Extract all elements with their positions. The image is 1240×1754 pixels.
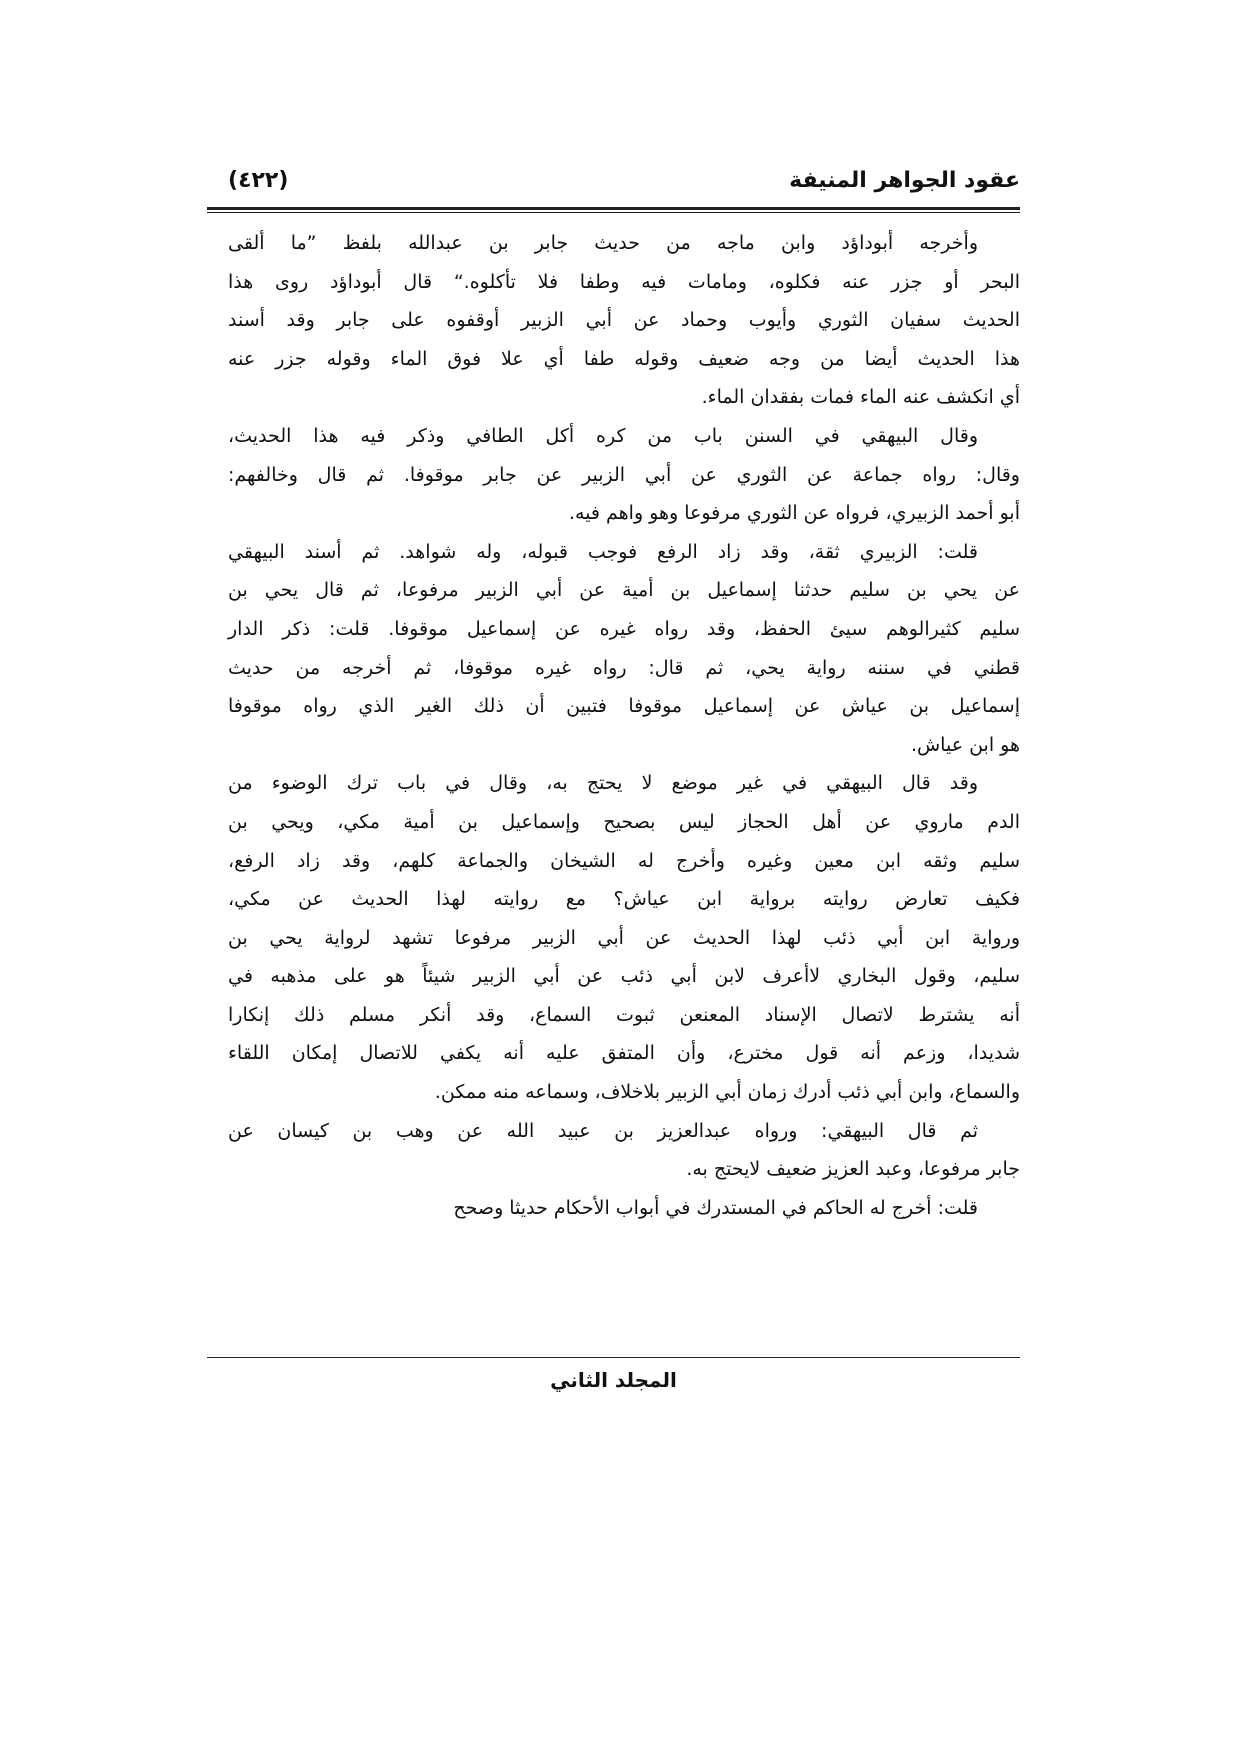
text-line: وأخرجه أبوداؤد وابن ماجه من حديث جابر بن عبدالله بلفظ ”ما ألقى bbox=[228, 232, 978, 254]
text-line: قلت: الزبيري ثقة، وقد زاد الرفع فوجب قبوله، وله شواهد. ثم أسند البيهقي bbox=[228, 540, 978, 563]
text-line: جابر مرفوعا، وعبد العزيز ضعيف لايحتج به. bbox=[686, 1158, 1020, 1181]
text-line: هذا الحديث أيضا من وجه ضعيف وقوله طفا أي علا فوق الماء وقوله جزر عنه bbox=[228, 347, 1020, 370]
header-rule-thin bbox=[207, 212, 1020, 213]
header-rule bbox=[207, 207, 1020, 210]
text-line: وقال: رواه جماعة عن الثوري عن أبي الزبير عن جابر موقوفا. ثم قال وخالفهم: bbox=[228, 463, 1020, 486]
text-line: فكيف تعارض روايته برواية ابن عياش؟ مع روايته لهذا الحديث عن مكي، bbox=[228, 888, 1020, 911]
paragraph bbox=[228, 764, 1020, 1111]
text-line: سليم كثيرالوهم سيئ الحفظ، وقد رواه غيره عن إسماعيل موقوفا. قلت: ذكر الدار bbox=[228, 617, 1020, 640]
text-line: البحر أو جزر عنه فكلوه، ومامات فيه وطفا فلا تأكلوه.“ قال أبوداؤد روى هذا bbox=[228, 270, 1020, 293]
footer-rule bbox=[207, 1357, 1020, 1358]
running-header bbox=[228, 168, 1020, 202]
text-line: أي انكشف عنه الماء فمات بفقدان الماء. bbox=[701, 386, 1020, 409]
paragraph bbox=[228, 533, 1020, 765]
text-line: عن يحي بن سليم حدثنا إسماعيل بن أمية عن أبي الزبير مرفوعا، ثم قال يحي بن bbox=[228, 579, 1020, 602]
page-number: (٤٢٢) bbox=[228, 168, 289, 193]
page-body bbox=[228, 224, 1020, 1227]
paragraph bbox=[228, 417, 1020, 533]
text-line: قطني في سننه رواية يحي، ثم قال: رواه غيره موقوفا، ثم أخرجه من حديث bbox=[228, 656, 1020, 679]
text-line: ثم قال البيهقي: ورواه عبدالعزيز بن عبيد الله عن وهب بن كيسان عن bbox=[228, 1119, 978, 1142]
text-line: الدم ماروي عن أهل الحجاز ليس بصحيح وإسماعيل بن أمية مكي، ويحي بن bbox=[228, 810, 1020, 833]
paragraph bbox=[228, 1189, 1020, 1228]
text-line: هو ابن عياش. bbox=[910, 733, 1020, 756]
text-line: أبو أحمد الزبيري، فرواه عن الثوري مرفوعا وهو واهم فيه. bbox=[568, 502, 1020, 525]
paragraph bbox=[228, 224, 1020, 417]
text-line: أنه يشترط لاتصال الإسناد المعنعن ثبوت السماع، وقد أنكر مسلم ذلك إنكارا bbox=[228, 1003, 1020, 1026]
text-line: الحديث سفيان الثوري وأيوب وحماد عن أبي الزبير أوقفوه على جابر وقد أسند bbox=[228, 309, 1020, 332]
text-line: وقد قال البيهقي في غير موضع لا يحتج به، وقال في باب ترك الوضوء من bbox=[228, 772, 978, 795]
paragraph bbox=[228, 1112, 1020, 1189]
book-title: عقود الجواهر المنيفة bbox=[789, 168, 1020, 193]
text-line: سليم وثقه ابن معين وغيره وأخرج له الشيخان والجماعة كلهم، وقد زاد الرفع، bbox=[228, 849, 1020, 872]
volume-label: المجلد الثاني bbox=[550, 1368, 677, 1392]
text-line: ورواية ابن أبي ذئب لهذا الحديث عن أبي الزبير مرفوعا تشهد لرواية يحي بن bbox=[228, 926, 1020, 949]
text-line: شديدا، وزعم أنه قول مخترع، وأن المتفق عليه أنه يكفي للاتصال إمكان اللقاء bbox=[228, 1042, 1020, 1065]
text-line: سليم، وقول البخاري لاأعرف لابن أبي ذئب عن أبي الزبير شيئاً هو على مذهبه في bbox=[228, 965, 1020, 988]
text-line: قلت: أخرج له الحاكم في المستدرك في أبواب الأحكام حديثا وصحح bbox=[453, 1196, 978, 1219]
text-line: والسماع، وابن أبي ذئب أدرك زمان أبي الزبير بلاخلاف، وسماعه منه ممكن. bbox=[434, 1081, 1020, 1104]
text-line: إسماعيل بن عياش عن إسماعيل موقوفا فتبين أن ذلك الغير الذي رواه موقوفا bbox=[228, 695, 1020, 718]
text-line: وقال البيهقي في السنن باب من كره أكل الطافي وذكر فيه هذا الحديث، bbox=[228, 424, 978, 447]
